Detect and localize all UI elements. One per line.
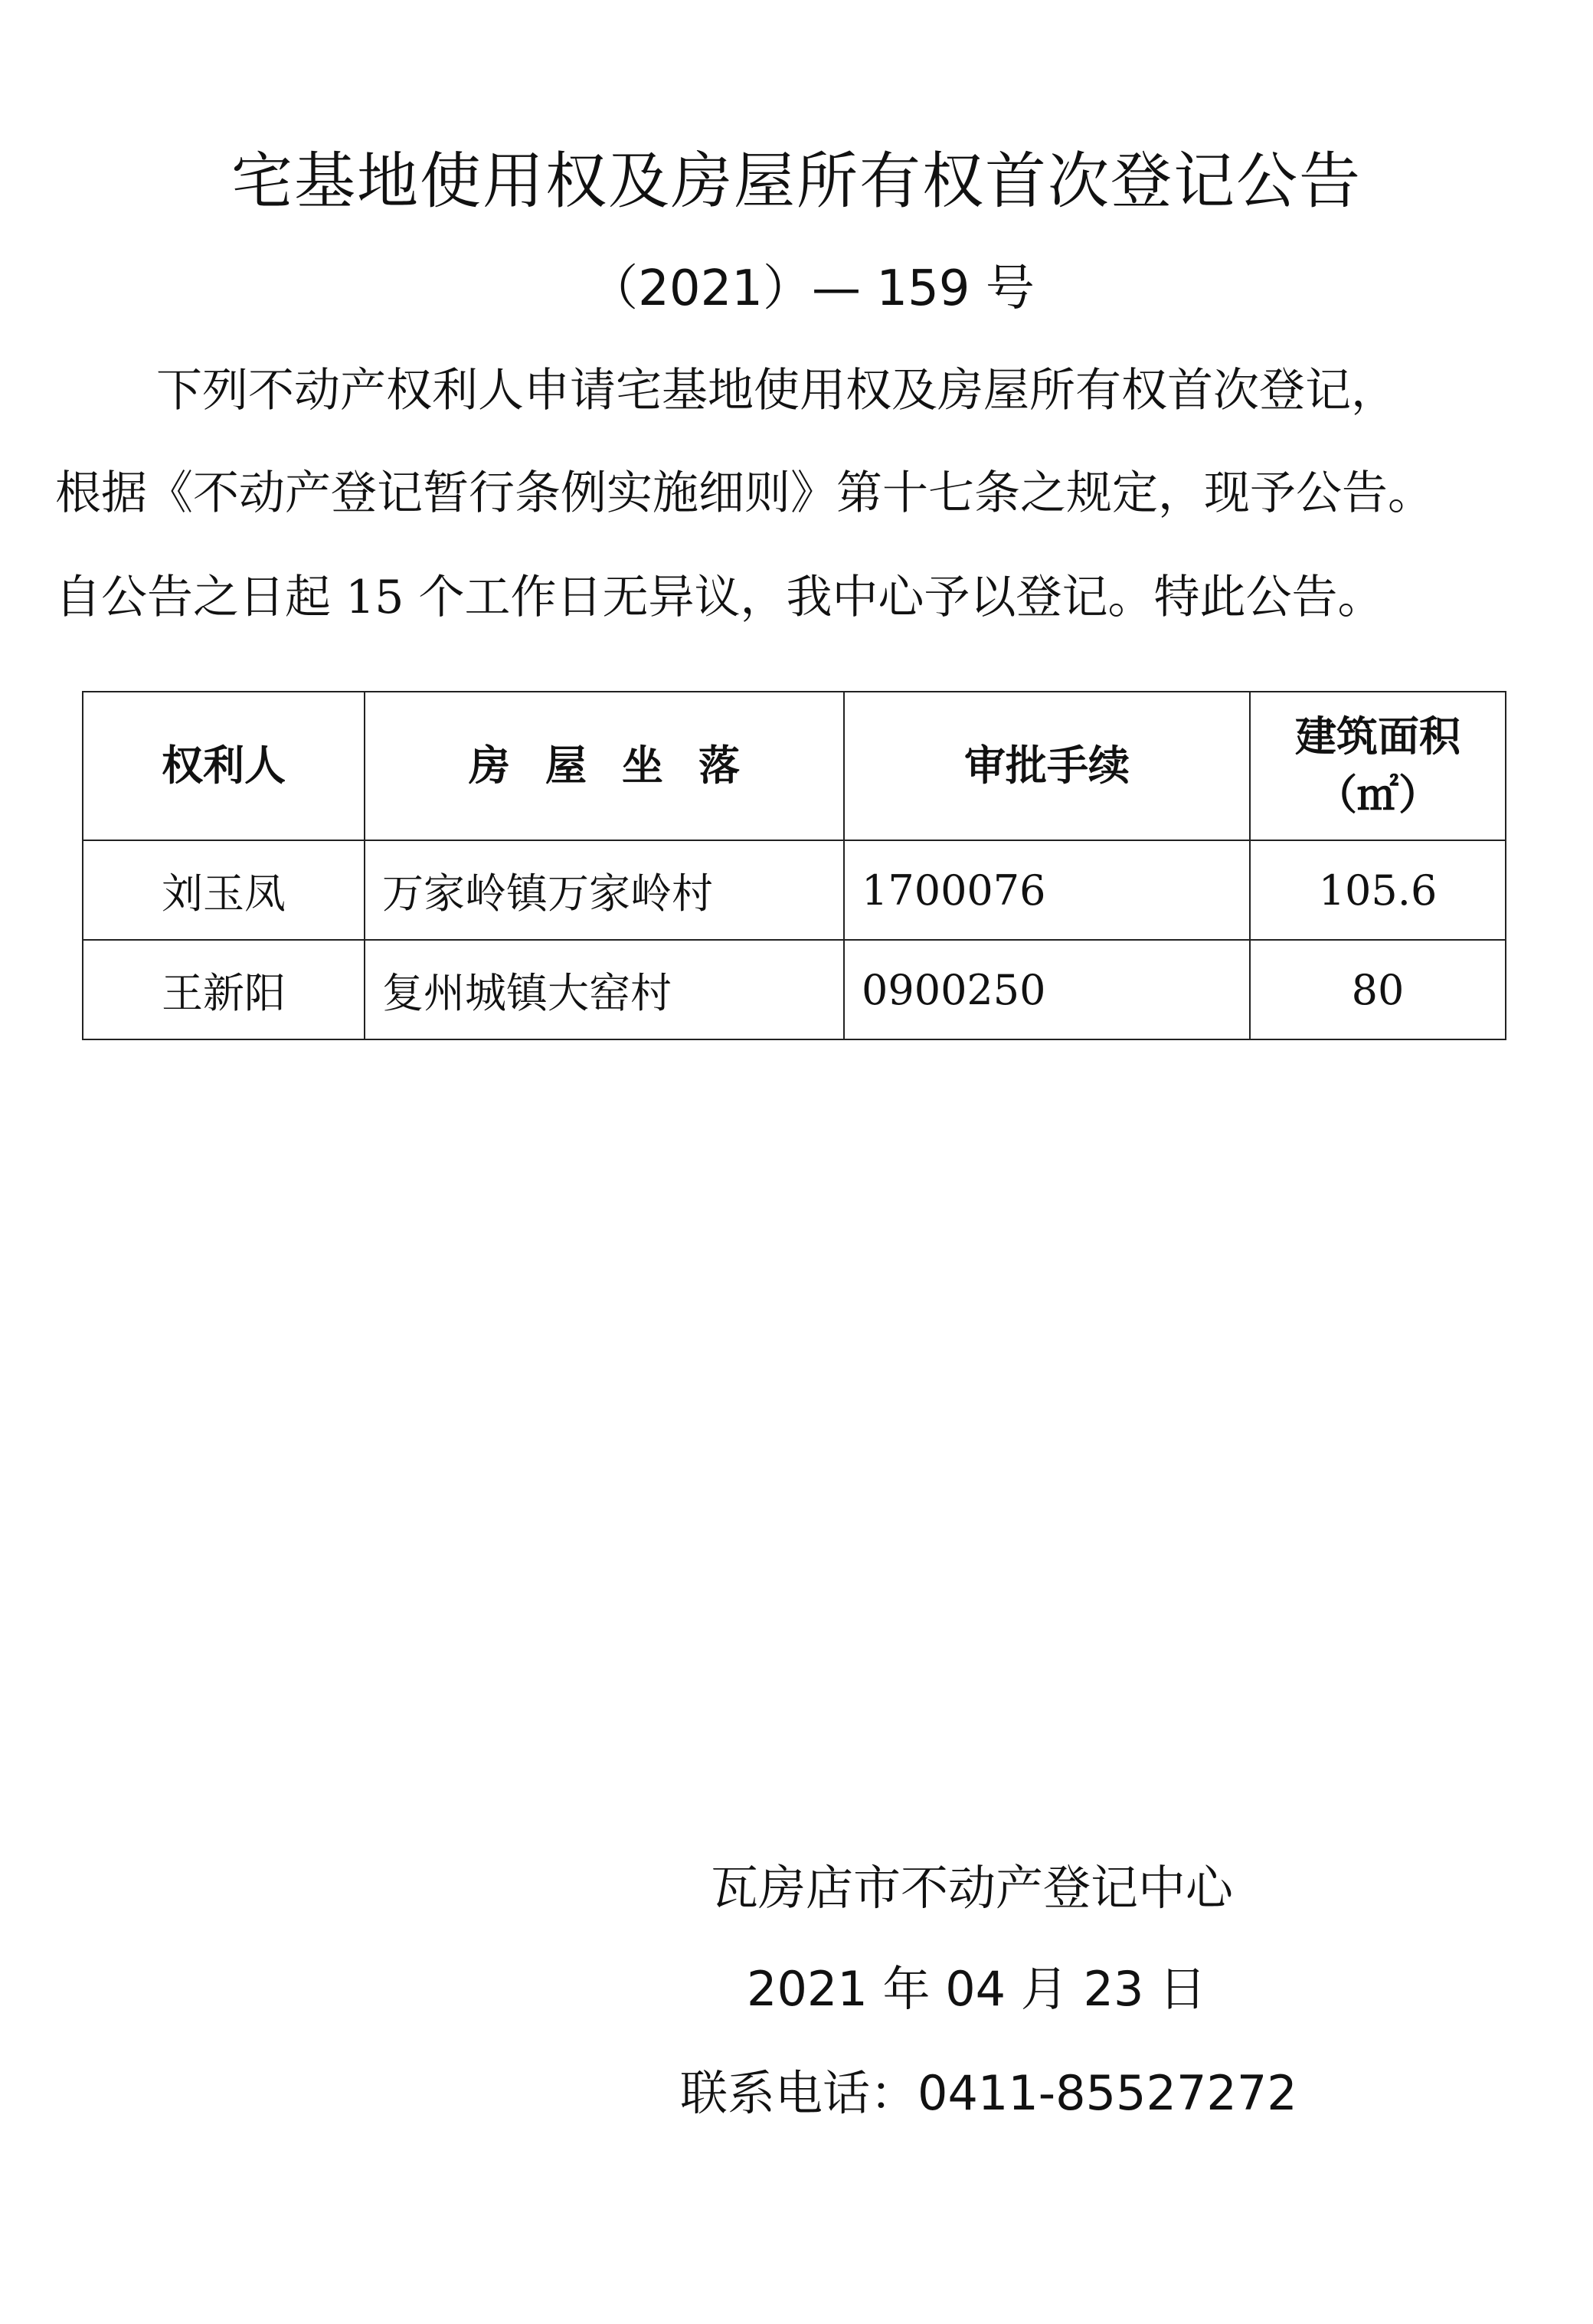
header-area (1250, 692, 1506, 840)
header-area-unit: （㎡） (1316, 771, 1440, 819)
contact-phone: 联系电话：0411-85527272 (680, 2065, 1297, 2121)
document-number: （2021）— 159 号 (589, 260, 1035, 317)
header-area-label: 建筑面积 (1295, 712, 1461, 761)
cell-holder: 刘玉凤 (83, 840, 365, 940)
paragraph-line-3: 自公告之日起 15 个工作日无异议，我中心予以登记。特此公告。 (55, 571, 1384, 624)
issuer-name: 瓦房店市不动产登记中心 (711, 1860, 1234, 1916)
cell-approval: 0900250 (844, 940, 1250, 1039)
table-header-row (83, 692, 1506, 840)
cell-location: 复州城镇大窑村 (365, 940, 844, 1039)
paragraph-line-2: 根据《不动产登记暂行条例实施细则》第十七条之规定，现予公告。 (55, 466, 1434, 520)
header-holder: 权利人 (83, 692, 365, 840)
table-row (83, 840, 1506, 940)
table-row (83, 940, 1506, 1039)
header-approval: 审批手续 (844, 692, 1250, 840)
registration-table (82, 691, 1506, 1040)
cell-location: 万家岭镇万家岭村 (365, 840, 844, 940)
paragraph-line-1: 下列不动产权利人申请宅基地使用权及房屋所有权首次登记， (156, 364, 1397, 417)
cell-approval: 1700076 (844, 840, 1250, 940)
cell-area: 80 (1250, 940, 1506, 1039)
cell-area: 105.6 (1250, 840, 1506, 940)
notice-title: 宅基地使用权及房屋所有权首次登记公告 (231, 146, 1362, 217)
header-location: 房屋坐落 (365, 692, 844, 840)
issue-date: 2021 年 04 月 23 日 (747, 1961, 1207, 2017)
cell-holder: 王新阳 (83, 940, 365, 1039)
